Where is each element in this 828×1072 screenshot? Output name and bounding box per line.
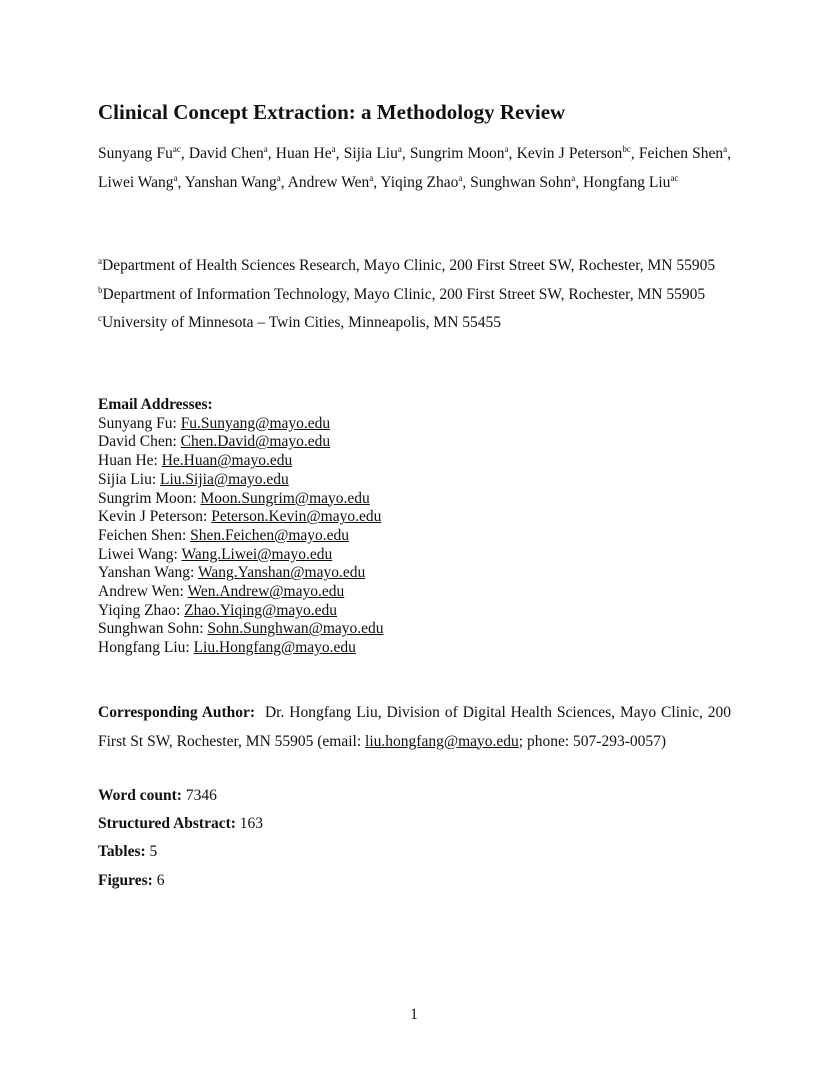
email-addresses-heading: Email Addresses: (98, 396, 213, 413)
email-author-name: Sunyang Fu (98, 414, 173, 432)
author-separator: , (177, 173, 185, 191)
author-affiliation-marker: a (276, 172, 281, 183)
author-name-text: Feichen Shen (638, 145, 724, 162)
author-name (344, 145, 402, 162)
email-link[interactable]: Moon.Sungrim@mayo.edu (200, 489, 370, 507)
author-list (98, 140, 731, 197)
author-separator: , (630, 145, 639, 162)
email-author-name: Hongfang Liu (98, 639, 186, 657)
count-value: 163 (239, 815, 264, 833)
count-value: 5 (149, 843, 158, 861)
author-separator: , (575, 173, 584, 191)
email-row: Sunyang Fu: Fu.Sunyang@mayo.edu (98, 414, 331, 432)
author-name-text: Sijia Liu (343, 145, 398, 162)
author-name-text: Hongfang Liu (583, 173, 671, 191)
count-row (98, 810, 498, 838)
email-link[interactable]: Wang.Liwei@mayo.edu (181, 545, 333, 563)
author-name (470, 174, 575, 191)
email-row: Liwei Wang: Wang.Liwei@mayo.edu (98, 545, 333, 563)
author-affiliation-marker: a (723, 144, 728, 154)
count-label: Tables: (98, 843, 146, 861)
author-name (410, 145, 509, 162)
corresponding-author-email-link[interactable]: liu.hongfang@mayo.edu (365, 732, 519, 750)
author-name (639, 145, 727, 162)
affiliation-marker: b (98, 284, 103, 295)
email-link[interactable]: Chen.David@mayo.edu (180, 433, 331, 451)
email-row: Huan He: He.Huan@mayo.edu (98, 452, 293, 470)
author-separator: , (267, 145, 276, 162)
email-author-name: Sungrim Moon (98, 489, 193, 507)
affiliation-list (98, 252, 731, 338)
email-row: David Chen: Chen.David@mayo.edu (98, 433, 331, 451)
count-label: Word count: (98, 787, 182, 804)
manuscript-counts (98, 782, 498, 895)
author-affiliation-marker: a (458, 172, 463, 183)
email-author-name: Yanshan Wang (98, 564, 191, 582)
author-separator: , (462, 173, 471, 191)
author-separator: , (335, 145, 344, 162)
email-row: Feichen Shen: Shen.Feichen@mayo.edu (98, 526, 350, 544)
corresponding-author-label: Corresponding Author: (98, 704, 256, 721)
email-link[interactable]: He.Huan@mayo.edu (161, 452, 293, 470)
email-link[interactable]: Wang.Yanshan@mayo.edu (197, 564, 366, 582)
count-row (98, 838, 498, 866)
author-name (189, 145, 268, 162)
author-name-text: Sunyang Fu (98, 145, 173, 162)
author-name (98, 174, 178, 191)
author-name-text: Andrew Wen (287, 173, 370, 191)
email-addresses-section (98, 396, 698, 658)
email-link[interactable]: Liu.Sijia@mayo.edu (160, 470, 289, 488)
email-author-name: David Chen (98, 433, 173, 451)
author-affiliation-marker: a (331, 144, 336, 154)
author-affiliation-marker: a (571, 172, 576, 183)
author-name (583, 174, 678, 191)
email-row: Yanshan Wang: Wang.Yanshan@mayo.edu (98, 564, 366, 582)
count-label: Structured Abstract: (98, 815, 236, 833)
email-row: Sungrim Moon: Moon.Sungrim@mayo.edu (98, 489, 370, 507)
author-affiliation-marker: ac (670, 172, 679, 183)
author-affiliation-marker: a (173, 172, 178, 183)
author-name-text: Yiqing Zhao (380, 173, 459, 191)
author-separator: , (373, 173, 381, 191)
affiliation-text: Department of Health Sciences Research, Mayo Clinic, 200 First Street SW, Rochester, MN 55905 (102, 257, 716, 274)
count-row (98, 782, 498, 810)
author-affiliation-marker: a (263, 144, 268, 154)
author-separator: , (401, 145, 410, 162)
email-link[interactable]: Peterson.Kevin@mayo.edu (211, 508, 382, 526)
email-link[interactable]: Liu.Hongfang@mayo.edu (193, 639, 356, 657)
email-author-name: Sunghwan Sohn (98, 620, 200, 638)
affiliation-text: University of Minnesota – Twin Cities, Minneapolis, MN 55455 (102, 314, 502, 331)
author-affiliation-marker: ac (172, 144, 181, 154)
author-name (98, 145, 181, 162)
email-list (98, 415, 698, 658)
affiliation-text: Department of Information Technology, Mayo Clinic, 200 First Street SW, Rochester, MN 55905 (102, 285, 706, 303)
email-author-name: Andrew Wen (98, 583, 180, 601)
author-affiliation-marker: a (369, 172, 374, 183)
author-name-text: David Chen (188, 145, 264, 162)
email-author-name: Huan He (98, 452, 154, 470)
author-separator: , (508, 145, 517, 162)
corresponding-author-text: Dr. Hongfang Liu, Division of Digital Health Sciences, Mayo Clinic, 200 First St SW, Rochester, MN 55905 (email: (98, 704, 732, 750)
author-name (517, 145, 631, 162)
email-author-name: Sijia Liu (98, 470, 152, 488)
email-row: Hongfang Liu: Liu.Hongfang@mayo.edu (98, 639, 356, 657)
author-affiliation-marker: a (397, 144, 402, 154)
author-affiliation-marker: bc (622, 144, 631, 154)
email-link[interactable]: Wen.Andrew@mayo.edu (187, 583, 345, 601)
count-label: Figures: (98, 871, 153, 889)
email-author-name: Feichen Shen (98, 526, 182, 544)
author-name-text: Sungrim Moon (409, 145, 505, 162)
affiliation-marker: a (98, 256, 102, 266)
author-name (185, 174, 281, 191)
email-link[interactable]: Shen.Feichen@mayo.edu (190, 526, 350, 544)
email-author-name: Kevin J Peterson (98, 508, 204, 526)
count-value: 7346 (185, 787, 217, 804)
paper-title: Clinical Concept Extraction: a Methodology Review (98, 100, 566, 124)
author-separator: , (280, 173, 288, 191)
affiliation-line (98, 252, 731, 281)
author-separator: , (180, 145, 189, 162)
email-row: Kevin J Peterson: Peterson.Kevin@mayo.edu (98, 508, 382, 526)
author-separator: , (727, 145, 732, 162)
email-link[interactable]: Sohn.Sunghwan@mayo.edu (207, 620, 384, 638)
affiliation-line (98, 309, 731, 338)
corresponding-author-paragraph (98, 699, 731, 756)
author-name-text: Yanshan Wang (184, 173, 277, 191)
page-number: 1 (410, 1006, 418, 1023)
author-name-text: Huan He (275, 145, 332, 162)
affiliation-marker: c (98, 313, 102, 323)
affiliation-line (98, 281, 731, 310)
email-link[interactable]: Zhao.Yiqing@mayo.edu (184, 601, 338, 619)
author-name-text: Kevin J Peterson (516, 145, 623, 162)
email-link[interactable]: Fu.Sunyang@mayo.edu (180, 414, 331, 432)
count-row (98, 867, 498, 895)
email-row: Yiqing Zhao: Zhao.Yiqing@mayo.edu (98, 601, 338, 619)
author-name (380, 174, 462, 191)
author-affiliation-marker: a (504, 144, 509, 154)
author-name-text: Sunghwan Sohn (470, 173, 572, 191)
email-row: Sunghwan Sohn: Sohn.Sunghwan@mayo.edu (98, 620, 384, 638)
email-row: Andrew Wen: Wen.Andrew@mayo.edu (98, 583, 345, 601)
email-row: Sijia Liu: Liu.Sijia@mayo.edu (98, 470, 289, 488)
corresponding-author-phone: ; phone: 507-293-0057) (518, 732, 667, 750)
author-name (288, 174, 374, 191)
email-author-name: Yiqing Zhao (98, 601, 176, 619)
author-name-text: Liwei Wang (98, 173, 174, 191)
author-name (276, 145, 336, 162)
count-value: 6 (156, 871, 165, 889)
email-author-name: Liwei Wang (98, 545, 174, 563)
